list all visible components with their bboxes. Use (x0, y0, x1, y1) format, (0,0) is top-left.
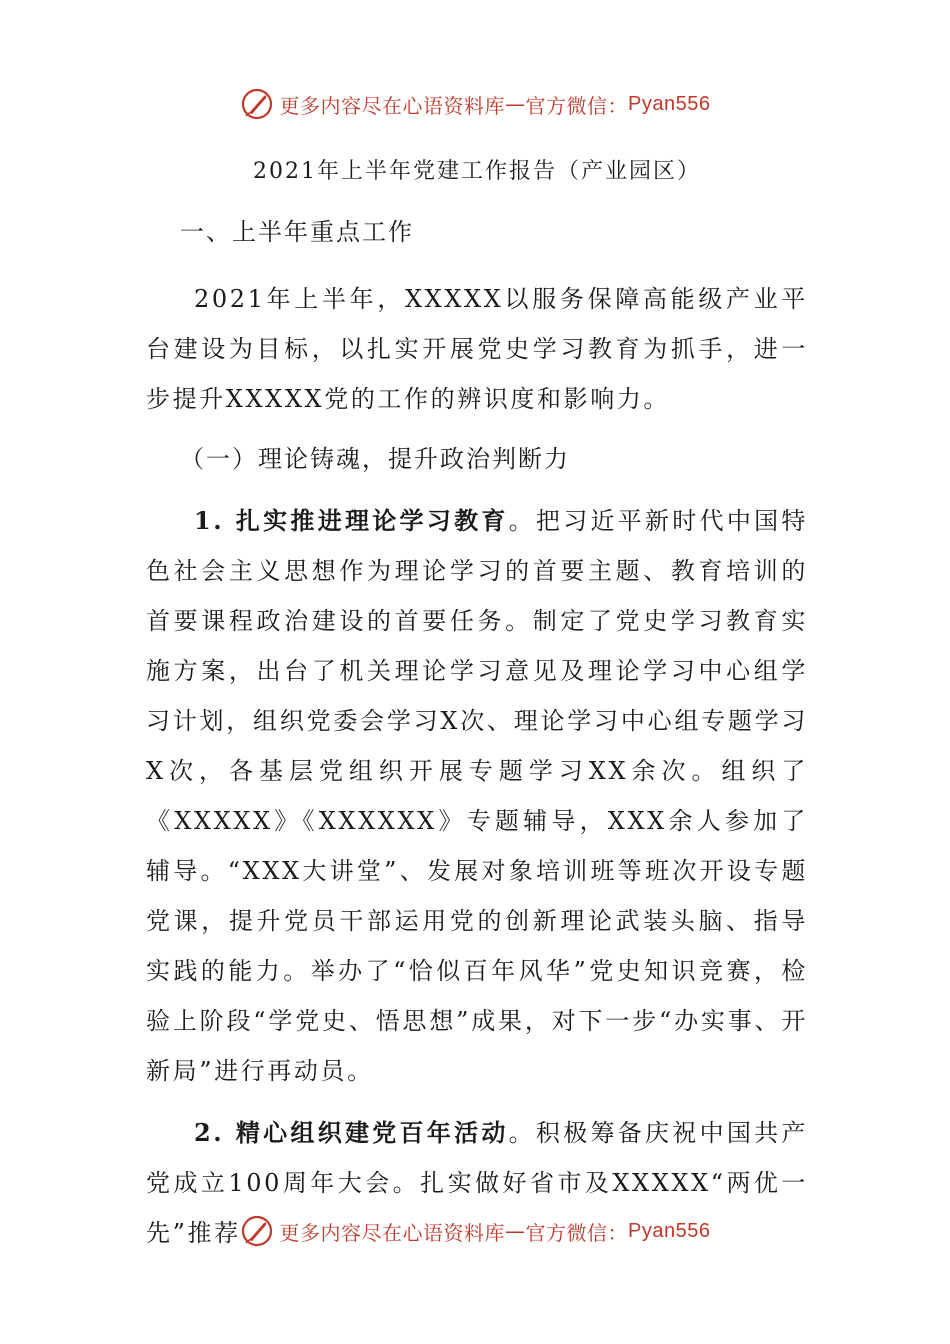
watermark-site-text: 更多内容尽在心语资料库 (279, 1220, 506, 1245)
item-1-lead: 1. 扎实推进理论学习教育 (194, 506, 509, 535)
item-2-lead: 2. 精心组织建党百年活动 (194, 1118, 509, 1147)
item-1-body: 。把习近平新时代中国特色社会主义思想作为理论学习的首要主题、教育培训的首要课程政治建设的首要任务。制定了党史学习教育实施方案，出台了机关理论学习意见及理论学习中心组学习计划，组织党委会学习X次、理论学习中心组专题学习X次，各基层党组织开展专题学习XX余次。组织了《XXXXX》《XXXXXX》专题辅导，XXX余人参加了辅导。“XXX大讲堂”、发展对象培训班等班次开设专题党课，提升党员干部运用党的创新理论武装头脑、指导实践的能力。举办了“恰似百年风华”党史知识竞赛，检验上阶段“学党史、悟思想”成果，对下一步“办实事、开新局”进行再动员。 (146, 507, 808, 1085)
item-2-body: 。积极筹备庆祝中国共产党成立100周年大会。扎实做好省市及XXXXX“两优一先”推荐 (146, 1119, 808, 1247)
watermark-banner-top (0, 84, 950, 124)
document-body (146, 152, 808, 1258)
section-heading: 一、上半年重点工作 (180, 218, 414, 246)
subsection-heading: （一）理论铸魂，提升政治判断力 (180, 445, 570, 473)
item-1-paragraph (146, 496, 808, 1096)
quill-logo-icon (240, 87, 274, 121)
intro-paragraph: 2021年上半年，XXXXX以服务保障高能级产业平台建设为目标，以扎实开展党史学习教育为抓手，进一步提升XXXXX党的工作的辨识度和影响力。 (146, 285, 808, 413)
watermark-wechat-label: 官方微信： (525, 93, 629, 118)
quill-logo-icon (240, 1214, 274, 1248)
watermark-banner-bottom (0, 1211, 950, 1251)
watermark-dash: — (505, 1219, 526, 1243)
watermark-site-text: 更多内容尽在心语资料库 (279, 93, 506, 118)
watermark-wechat-id: Pyan556 (628, 92, 711, 115)
watermark-wechat-label: 官方微信： (525, 1220, 629, 1245)
watermark-wechat-id: Pyan556 (628, 1219, 711, 1242)
document-title: 2021年上半年党建工作报告（产业园区） (253, 159, 701, 184)
watermark-dash: — (505, 92, 526, 116)
